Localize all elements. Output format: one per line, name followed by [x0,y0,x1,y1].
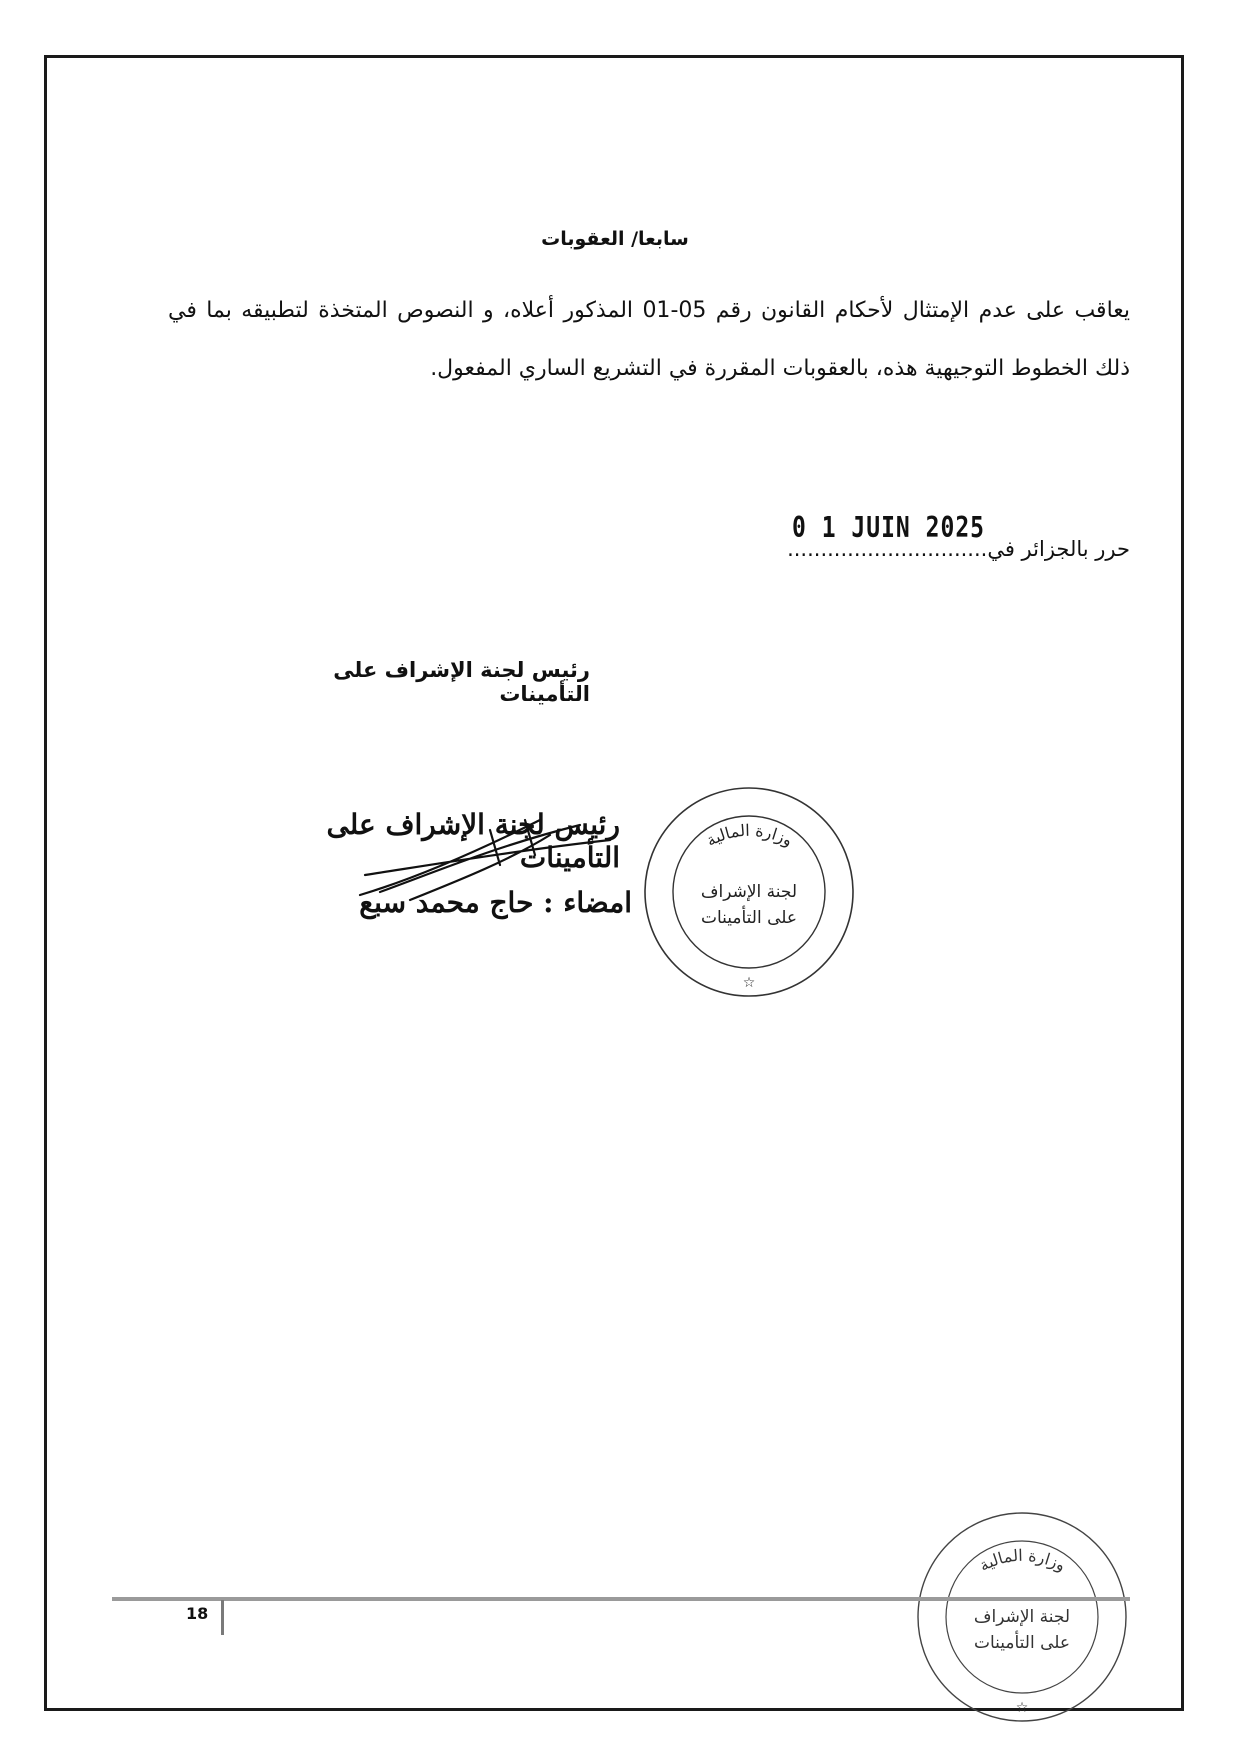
svg-text:وزارة المالية [703,821,796,851]
seal-outer-text: وزارة المالية [703,820,797,851]
seal-star-icon: ☆ [1015,1700,1029,1716]
seal-inner-line-1: لجنة الإشراف [700,882,798,902]
place-label: حرر بالجزائر في [987,537,1130,561]
svg-text:وزارة المالية [976,1546,1069,1576]
seal-inner-line-2: على التأمينات [700,908,798,928]
seal-inner-line-1: لجنة الإشراف [973,1607,1071,1627]
section-heading: سابعا/ العقوبات [541,228,689,250]
page-number: 18 [186,1604,209,1623]
seal-outer-text: وزارة المالية [976,1545,1070,1576]
penalties-paragraph: يعاقب على عدم الإمتثال لأحكام القانون رقم 05-01 المذكور أعلاه، و النصوص المتخذة لتطبيقه بما في ذلك الخطوط التوجيهية هذه، بالعقوبات المقررة في التشريع الساري المفعول. [168,298,1131,381]
handwritten-signature [350,800,620,910]
signature-stamp-title: رئيس لجنة الإشراف على التأمينات [326,808,620,874]
official-seal-icon [915,1510,1130,1725]
seal-star-icon: ☆ [742,975,756,991]
footer-rule [112,1597,1130,1601]
seal-inner-line-2: على التأمينات [973,1633,1071,1653]
date-stamp: 0 1 JUIN 2025 [792,511,986,545]
date-fill-dots: .............................. [787,537,988,561]
official-seal-icon [642,785,857,1000]
chair-title: رئيس لجنة الإشراف على التأمينات [333,658,590,706]
footer-divider [221,1600,224,1635]
place-date-line [760,537,1130,561]
signature-stamp-name: امضاء : حاج محمد سبع [359,886,632,919]
